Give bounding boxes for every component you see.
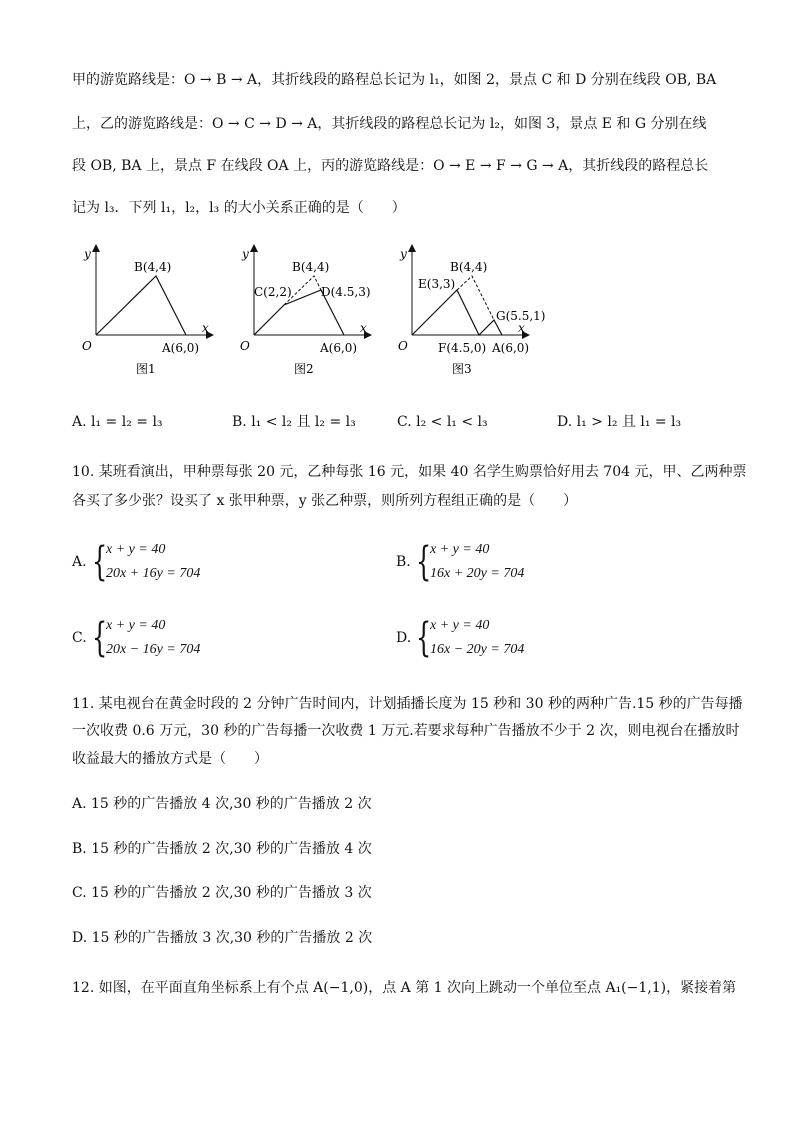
fig2-point-b: B(4,4) (292, 260, 330, 274)
fig1-point-b: B(4,4) (134, 260, 172, 274)
q12-line-1: 12. 如图，在平面直角坐标系上有个点 A(−1,0)，点 A 第 1 次向上跳动一个单位至点 A₁(−1,1)，紧接着第 (72, 980, 737, 996)
q11-line-2: 一次收费 0.6 万元，30 秒的广告每播一次收费 1 万元.若要求每种广告播放不少于 2 次，则电视台在播放时 (72, 723, 740, 739)
q9-line-1: 甲的游览路线是：O → B → A，其折线段的路程总长记为 l₁，如图 2，景点 C 和 D 分别在线段 OB, BA (72, 72, 717, 88)
q9-line-4: 记为 l₃．下列 l₁，l₂，l₃ 的大小关系正确的是（ ） (72, 200, 406, 216)
q10-option-b-eq2: 16x + 20y = 704 (430, 566, 525, 581)
q9-line-2: 上，乙的游览路线是：O → C → D → A，其折线段的路程总长记为 l₂，如图 3，景点 E 和 G 分别在线 (72, 116, 707, 132)
fig3-point-g: G(5.5,1) (496, 309, 546, 323)
fig3-point-f: F(4.5,0) (438, 341, 487, 355)
brace-icon: { (92, 539, 108, 585)
q10-option-d-eq2: 16x − 20y = 704 (430, 642, 525, 657)
q10-option-d-eq1: x + y = 40 (430, 618, 490, 633)
q10-option-b[interactable] (396, 538, 636, 588)
q10-option-c-eq2: 20x − 16y = 704 (106, 642, 201, 657)
fig1-caption: 图1 (136, 362, 156, 376)
q10-option-a-eq2: 20x + 16y = 704 (106, 566, 201, 581)
fig3-point-b: B(4,4) (450, 260, 488, 274)
figure-3 (386, 240, 546, 380)
brace-icon: { (92, 615, 108, 661)
q10-option-a[interactable] (72, 538, 312, 588)
fig3-x-label: x (518, 321, 525, 335)
fig3-point-a: A(6,0) (492, 341, 530, 355)
q10-option-b-label: B. (396, 554, 411, 570)
q9-option-d[interactable]: D. l₁ > l₂ 且 l₁ = l₃ (557, 414, 682, 430)
q11-line-3: 收益最大的播放方式是（ ） (72, 751, 268, 767)
q10-option-d[interactable] (396, 614, 636, 664)
fig1-point-a: A(6,0) (162, 341, 200, 355)
fig1-x-label: x (202, 321, 209, 335)
brace-icon: { (416, 615, 432, 661)
q10-option-c-eq1: x + y = 40 (106, 618, 166, 633)
fig3-caption: 图3 (452, 362, 472, 376)
q10-line-2: 各买了多少张？设买了 x 张甲种票，y 张乙种票，则所列方程组正确的是（ ） (72, 493, 578, 509)
q11-option-c[interactable]: C. 15 秒的广告播放 2 次,30 秒的广告播放 3 次 (72, 885, 372, 901)
q9-option-b[interactable]: B. l₁ < l₂ 且 l₂ = l₃ (232, 414, 356, 430)
q11-option-d[interactable]: D. 15 秒的广告播放 3 次,30 秒的广告播放 2 次 (72, 930, 373, 946)
fig3-point-e: E(3,3) (418, 277, 456, 291)
fig2-point-d: D(4.5,3) (321, 285, 371, 299)
q11-option-b[interactable]: B. 15 秒的广告播放 2 次,30 秒的广告播放 4 次 (72, 841, 372, 857)
figure-2 (228, 240, 378, 380)
fig2-point-c: C(2,2) (254, 285, 292, 299)
brace-icon: { (416, 539, 432, 585)
q10-option-d-label: D. (396, 630, 412, 646)
fig2-caption: 图2 (294, 362, 314, 376)
q10-option-b-eq1: x + y = 40 (430, 542, 490, 557)
q10-line-1: 10. 某班看演出，甲种票每张 20 元，乙种每张 16 元，如果 40 名学生购票恰好用去 704 元，甲、乙两种票 (72, 464, 747, 480)
q11-option-a[interactable]: A. 15 秒的广告播放 4 次,30 秒的广告播放 2 次 (72, 796, 372, 812)
fig2-x-label: x (360, 321, 367, 335)
q9-option-a[interactable]: A. l₁ = l₂ = l₃ (72, 414, 163, 430)
q9-line-3: 段 OB, BA 上，景点 F 在线段 OA 上，丙的游览路线是：O → E → F → G → A，其折线段的路程总长 (72, 158, 709, 174)
q11-line-1: 11. 某电视台在黄金时段的 2 分钟广告时间内，计划插播长度为 15 秒和 30 秒的两种广告.15 秒的广告每播 (72, 696, 743, 712)
fig2-origin-label: O (240, 339, 250, 353)
figure-1 (70, 240, 220, 380)
q10-option-c[interactable] (72, 614, 312, 664)
fig1-y-label: y (84, 247, 91, 261)
q10-option-c-label: C. (72, 630, 87, 646)
fig2-y-label: y (242, 247, 249, 261)
fig3-origin-label: O (398, 339, 408, 353)
fig3-y-label: y (400, 247, 407, 261)
q10-option-a-eq1: x + y = 40 (106, 542, 166, 557)
q10-option-a-label: A. (72, 554, 87, 570)
fig1-origin-label: O (82, 339, 92, 353)
q9-option-c[interactable]: C. l₂ < l₁ < l₃ (397, 414, 488, 430)
fig2-point-a: A(6,0) (320, 341, 358, 355)
